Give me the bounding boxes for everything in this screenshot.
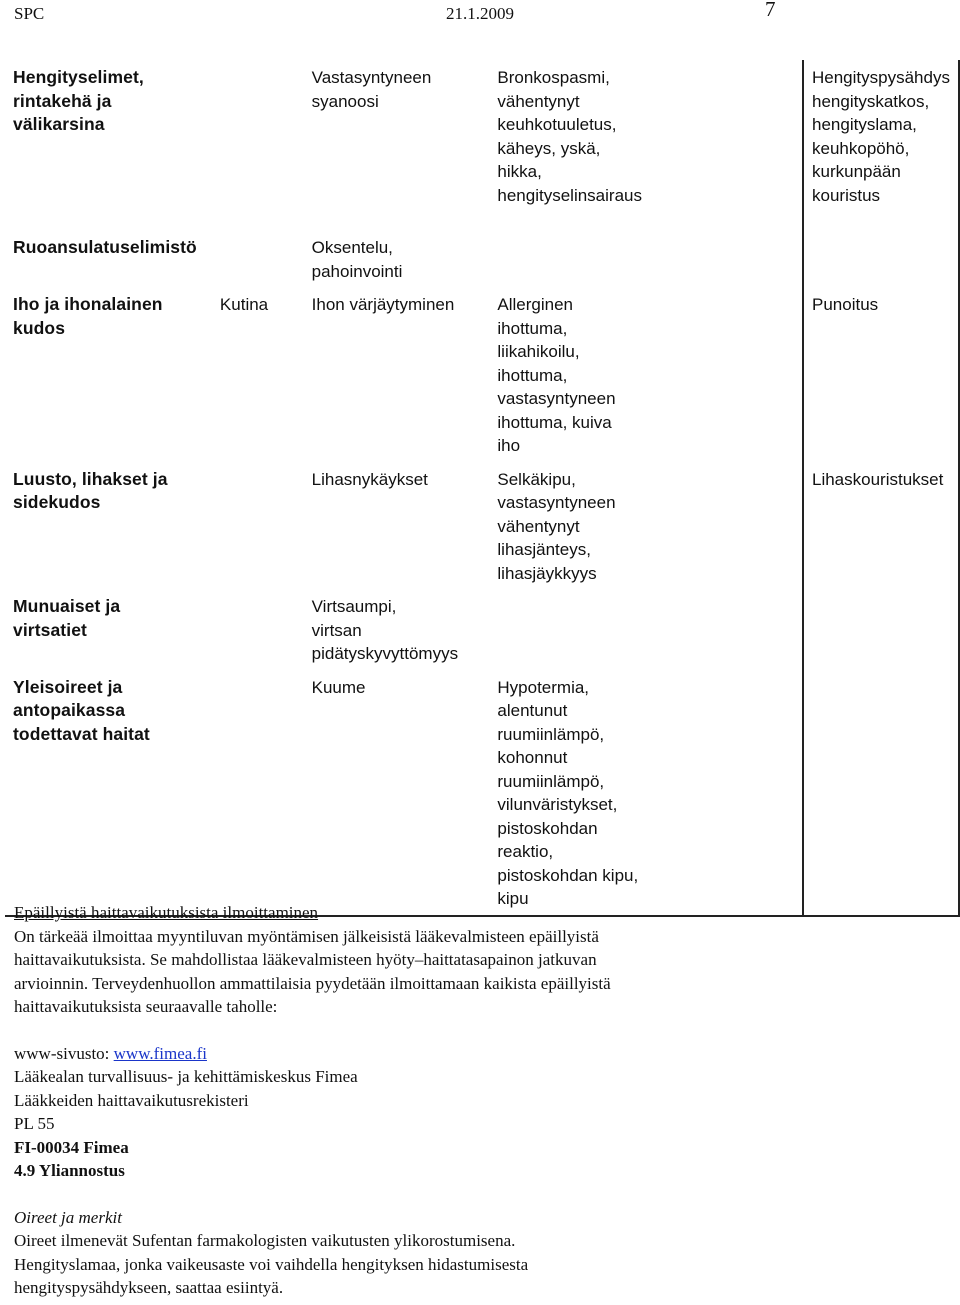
col5-cell (674, 589, 803, 670)
header-date: 21.1.2009 (446, 4, 514, 23)
col4-cell: Hypotermia, alentunut ruumiinlämpö, kohonnut ruumiinlämpö, vilunväristykset, pistoskohdan reaktio, pistoskohdan kipu, kipu (489, 670, 674, 916)
web-line (14, 1042, 944, 1066)
organ-class-cell: Munuaiset ja virtsatiet (13, 596, 121, 640)
col6-cell: Hengityspysähdys hengityskatkos, hengityslama, keuhkopöhö, kurkunpään kouristus (803, 60, 959, 230)
adverse-effects-table (5, 60, 960, 917)
reporting-line: arvioinnin. Terveydenhuollon ammattilaisia pyydetään ilmoittamaan kaikista epäillyistä (14, 973, 611, 993)
reporting-heading: Epäillyistä haittavaikutuksista ilmoittaminen (14, 903, 319, 922)
table-row (5, 60, 959, 230)
table-row (5, 230, 959, 287)
organ-class-cell: Yleisoireet ja antopaikassa todettavat haitat (5, 670, 212, 916)
overdose-line: Oireet ilmenevät Sufentan farmakologisten vaikutusten ylikorostumisena. (14, 1231, 516, 1250)
col2-cell (212, 670, 304, 916)
reporting-line: haittavaikutuksista seuraavalle taholle: (14, 997, 278, 1016)
body-text (14, 901, 944, 1300)
reporting-line: haittavaikutuksista. Se mahdollistaa lääkevalmisteen hyöty–haittatasapainon jatkuvan (14, 950, 597, 969)
overdose-line: hengityspysähdykseen, saattaa esiintyä. (14, 1278, 284, 1297)
col3-cell: Lihasnykäykset (311, 469, 428, 489)
web-label: www-sivusto: (14, 1043, 114, 1063)
table-row (5, 287, 959, 462)
fimea-link[interactable]: www.fimea.fi (113, 1043, 207, 1063)
address-line: Lääkkeiden haittavaikutusrekisteri (14, 1090, 249, 1110)
organ-class-cell: Iho ja ihonalainen kudos (13, 294, 163, 338)
col5-cell (674, 287, 803, 462)
col4-cell: Allerginen ihottuma, liikahikoilu, ihottuma, vastasyntyneen ihottuma, kuiva iho (497, 295, 616, 455)
organ-class-cell: Hengityselimet, rintakehä ja välikarsina (13, 67, 144, 134)
address-line: PL 55 (14, 1114, 55, 1133)
col4-cell (489, 230, 674, 287)
organ-class-cell: Ruoansulatuselimistö (13, 237, 197, 257)
address-line: Lääkealan turvallisuus- ja kehittämiskeskus Fimea (14, 1067, 358, 1086)
header-brand: SPC (14, 4, 45, 23)
col6-cell (803, 230, 959, 287)
col5-cell (674, 230, 803, 287)
col6-cell (803, 670, 959, 916)
col3-cell: Virtsaumpi, virtsan pidätyskyvyttömyys (311, 597, 459, 663)
page-number: 7 (765, 0, 776, 21)
table-row (5, 589, 959, 670)
col3-cell: Kuume (304, 670, 490, 916)
reporting-line: On tärkeää ilmoittaa myyntiluvan myöntämisen jälkeisistä lääkevalmisteen epäillyistä (14, 926, 599, 946)
col2-cell (212, 462, 304, 590)
col2-cell (212, 230, 304, 287)
table-row (5, 670, 959, 916)
col2-cell (212, 589, 304, 670)
col2-cell: Kutina (219, 295, 269, 314)
col6-cell: Punoitus (803, 287, 959, 462)
address-line: FI-00034 Fimea (14, 1137, 129, 1157)
table-row (5, 462, 959, 590)
col3-cell: Vastasyntyneen syanoosi (311, 68, 432, 111)
col5-cell (674, 462, 803, 590)
col6-cell: Lihaskouristukset (803, 462, 959, 590)
overdose-line: Hengityslamaa, jonka vaikeusaste voi vaihdella hengityksen hidastumisesta (14, 1254, 529, 1274)
col5-cell (674, 670, 803, 916)
col3-cell: Ihon värjäytyminen (311, 295, 455, 314)
page-header (14, 0, 960, 26)
col6-cell (803, 589, 959, 670)
col5-cell (674, 60, 803, 230)
col4-cell: Bronkospasmi, vähentynyt keuhkotuuletus, käheys, yskä, hikka, hengityselinsairaus (497, 68, 642, 205)
organ-class-cell: Luusto, lihakset ja sidekudos (13, 468, 168, 512)
col4-cell (489, 589, 674, 670)
col4-cell: Selkäkipu, vastasyntyneen vähentynyt lihasjänteys, lihasjäykkyys (497, 469, 616, 583)
section-heading: 4.9 Yliannostus (14, 1161, 125, 1180)
col2-cell (212, 60, 304, 230)
col3-cell: Oksentelu, pahoinvointi (311, 238, 403, 281)
subsection-heading: Oireet ja merkit (14, 1207, 122, 1227)
